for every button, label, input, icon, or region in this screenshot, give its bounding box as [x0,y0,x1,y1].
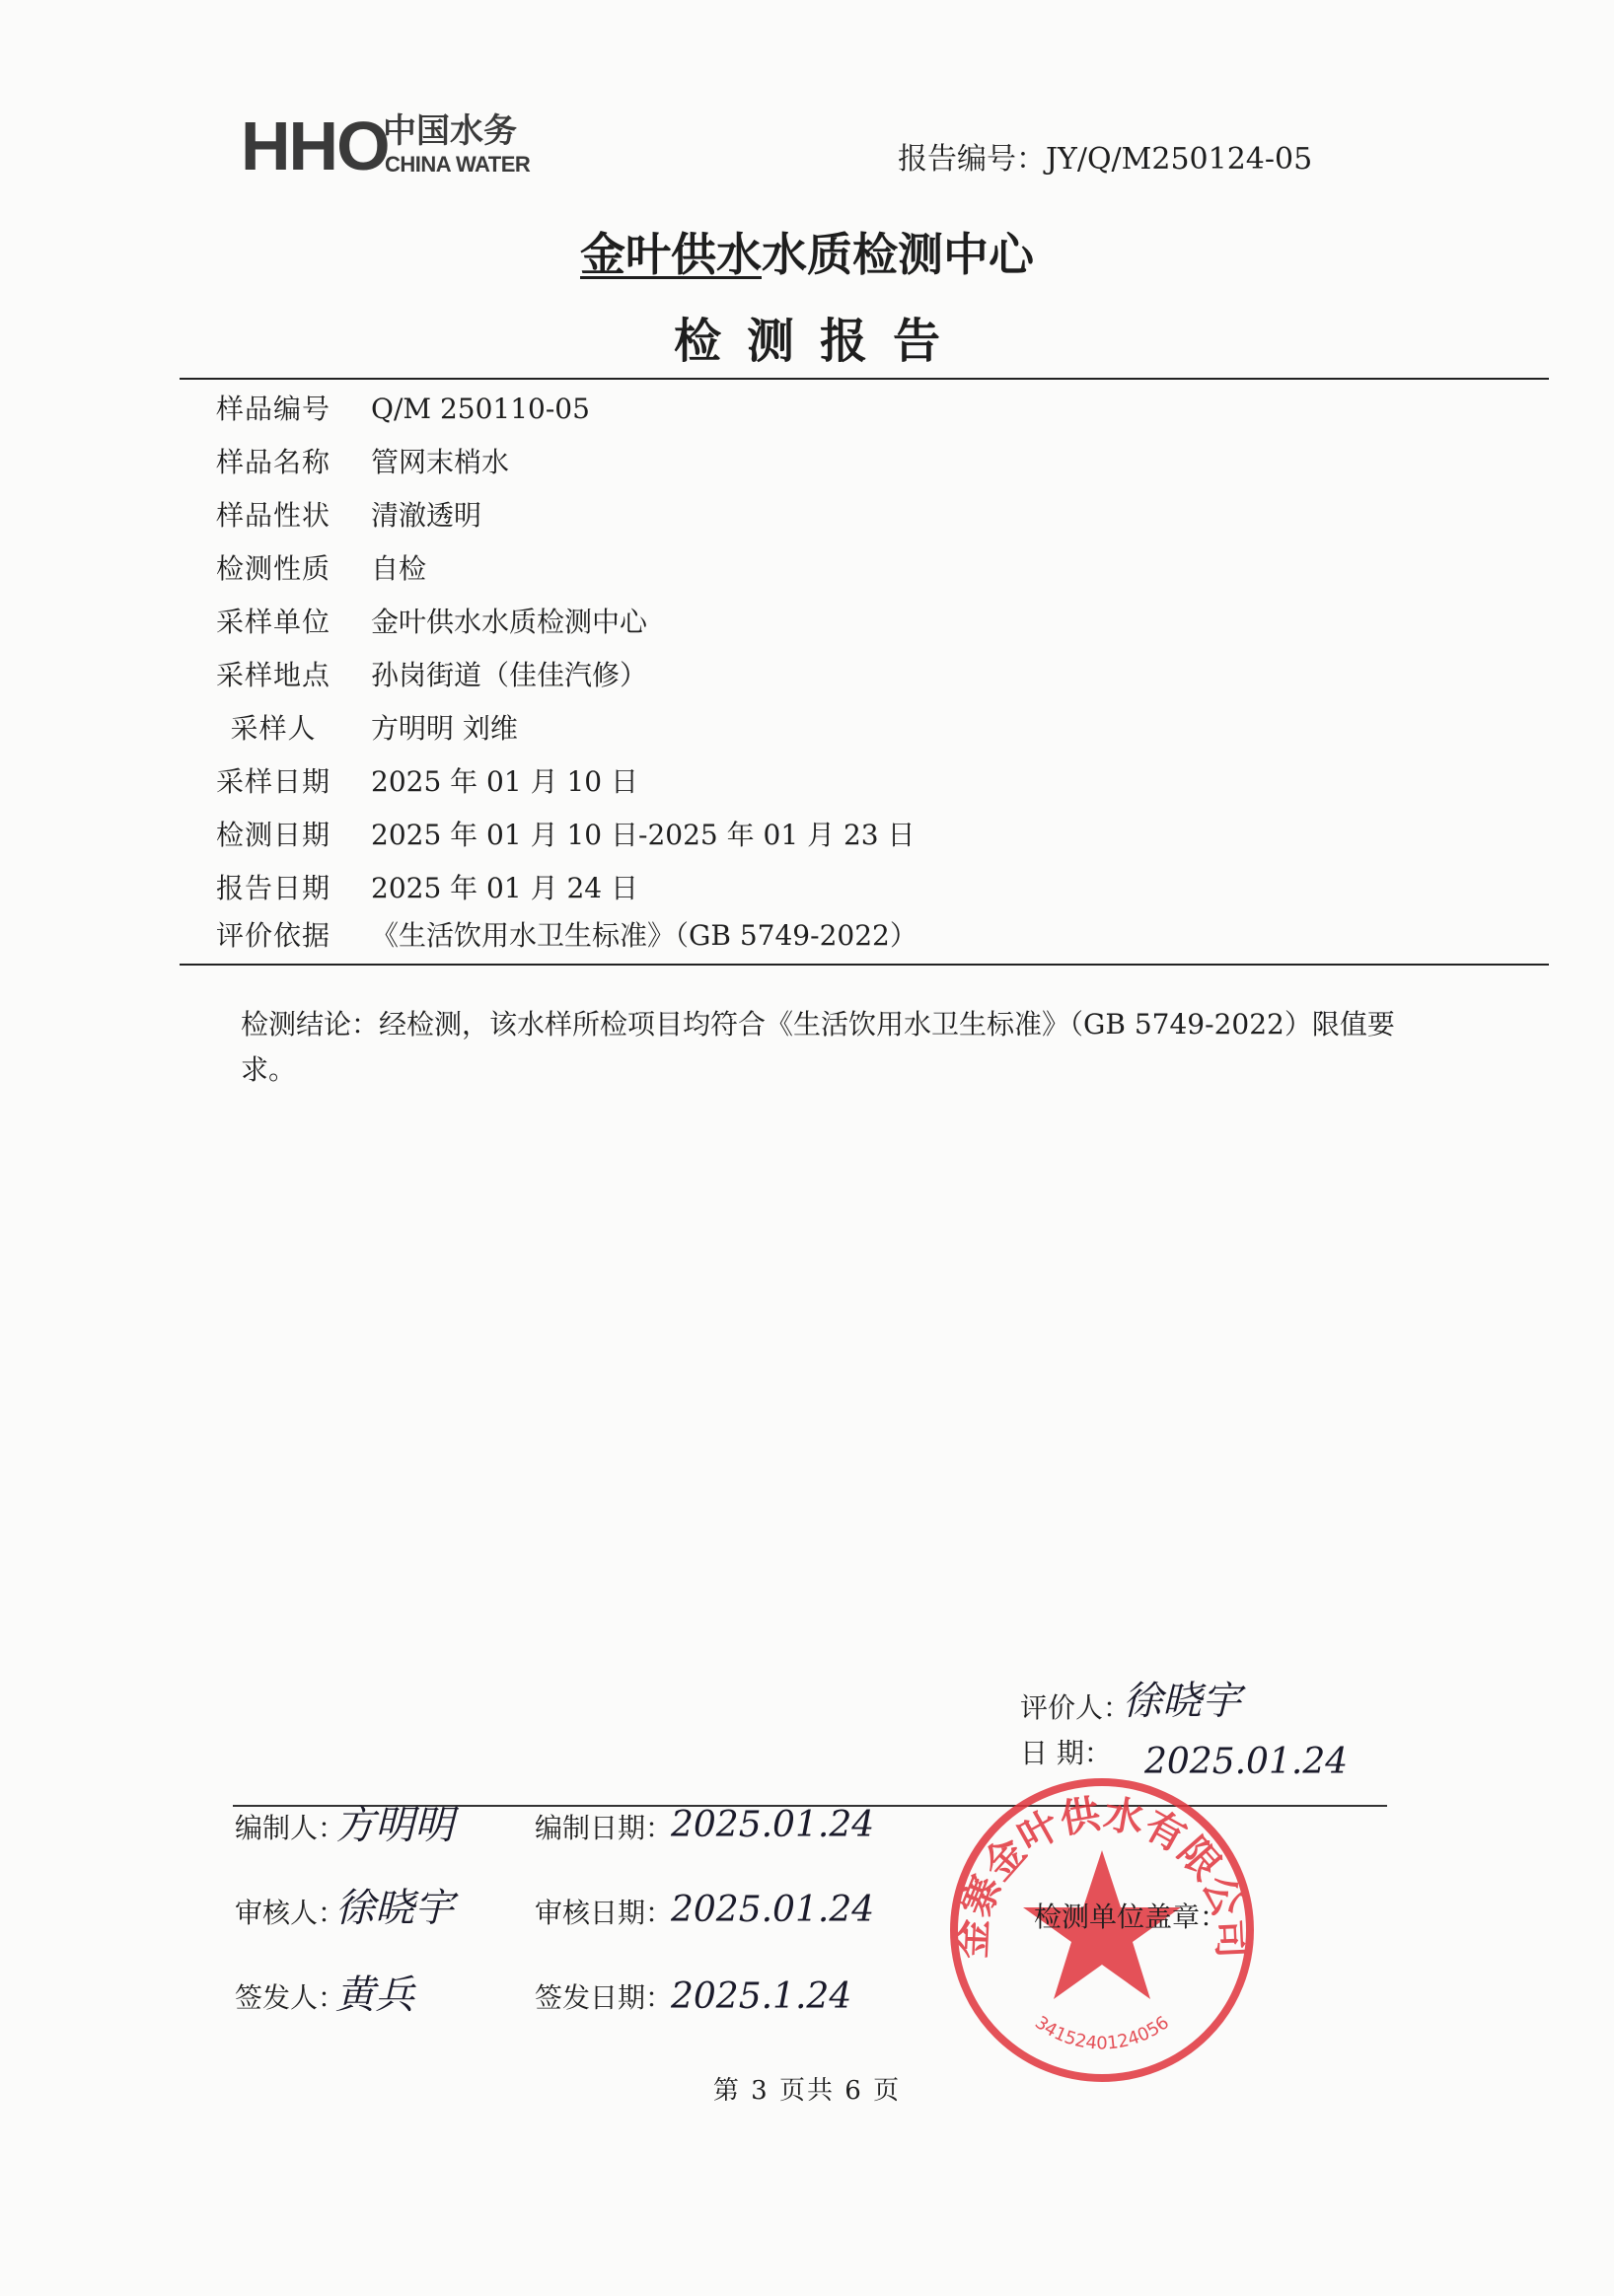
logo-mark: HHO [241,108,389,184]
field-label: 采样日期 [215,765,330,798]
organization-title-underlined: 金叶供水 [580,228,762,281]
review-date-handwritten: 2025.01.24 [671,1890,875,1930]
evaluator-signature: 徐晓宇 [1123,1679,1241,1724]
evaluation-date-label: 日 期： [1020,1737,1112,1769]
field-value: 2025 年 01 月 10 日 [371,765,639,798]
table-bottom-rule [180,964,1549,966]
issue-date-handwritten: 2025.1.24 [671,1976,852,2017]
field-row-sampling-location [180,649,1549,702]
field-row-sample-id [180,383,1549,436]
field-value: 管网末梢水 [371,446,510,478]
issuer-label: 签发人： [235,1981,346,2014]
field-row-evaluation-basis [180,909,1549,963]
compile-date-label: 编制日期： [535,1812,674,1844]
field-label: 采样人 [230,712,317,745]
document-title: 检测报告 [673,314,966,369]
evaluator-label: 评价人： [1020,1691,1132,1724]
field-value: 方明明 刘维 [371,712,518,745]
reviewer-signature: 徐晓宇 [335,1886,454,1931]
field-label: 检测性质 [215,552,330,585]
compiler-label: 编制人： [235,1812,346,1844]
page-number: 第 3 页共 6 页 [712,2076,902,2106]
field-label: 采样地点 [215,659,330,691]
review-date-label: 审核日期： [535,1897,674,1929]
field-label: 样品名称 [215,446,330,478]
issuer-signature: 黄兵 [335,1973,414,2018]
organization-title-rest: 水质检测中心 [762,228,1034,281]
field-row-sampling-date [180,755,1549,809]
logo-english-text: CHINA WATER [385,152,531,177]
seal-ring-textpath: 金寨金叶供水有限公司 [949,1791,1255,1960]
reviewer-label: 审核人： [235,1897,346,1929]
field-label: 检测日期 [215,819,330,851]
field-row-test-type [180,542,1549,596]
seal-number-textpath: 3415240124056 [1031,2012,1173,2054]
field-value: 孙岗街道（佳佳汽修） [371,659,648,691]
compiler-signature: 方明明 [335,1803,454,1848]
evaluation-date-handwritten: 2025.01.24 [1144,1742,1349,1782]
field-row-sample-appearance [180,489,1549,542]
field-value: 清澈透明 [371,499,482,532]
report-number: 报告编号：JY/Q/M250124-05 [898,142,1313,177]
issue-date-label: 签发日期： [535,1981,674,2014]
field-value: 2025 年 01 月 24 日 [371,872,639,904]
test-conclusion: 检测结论：经检测，该水样所检项目均符合《生活饮用水卫生标准》（GB 5749-2022）限值要求。 [241,1008,1395,1086]
field-value: Q/M 250110-05 [371,393,590,425]
field-label: 样品编号 [215,393,330,425]
field-label: 样品性状 [215,499,330,532]
field-label: 报告日期 [215,872,330,904]
field-value: 金叶供水水质检测中心 [371,606,648,638]
field-row-sampler [180,702,1549,755]
field-row-report-date [180,862,1549,915]
field-label: 采样单位 [215,606,330,638]
field-row-sample-name [180,436,1549,489]
field-label: 评价依据 [215,919,330,952]
stamp-label: 检测单位盖章： [1034,1901,1228,1933]
table-top-rule [180,378,1549,380]
field-row-test-date [180,809,1549,862]
company-logo [241,107,537,185]
field-value: 2025 年 01 月 10 日-2025 年 01 月 23 日 [371,819,916,851]
logo-chinese-text: 中国水务 [383,111,517,151]
field-row-sampling-unit [180,596,1549,649]
organization-title [0,225,1614,284]
seal-number-text [1031,2012,1173,2053]
field-value: 《生活饮用水卫生标准》（GB 5749-2022） [371,919,917,952]
compile-date-handwritten: 2025.01.24 [671,1805,875,1845]
field-value: 自检 [371,552,427,585]
